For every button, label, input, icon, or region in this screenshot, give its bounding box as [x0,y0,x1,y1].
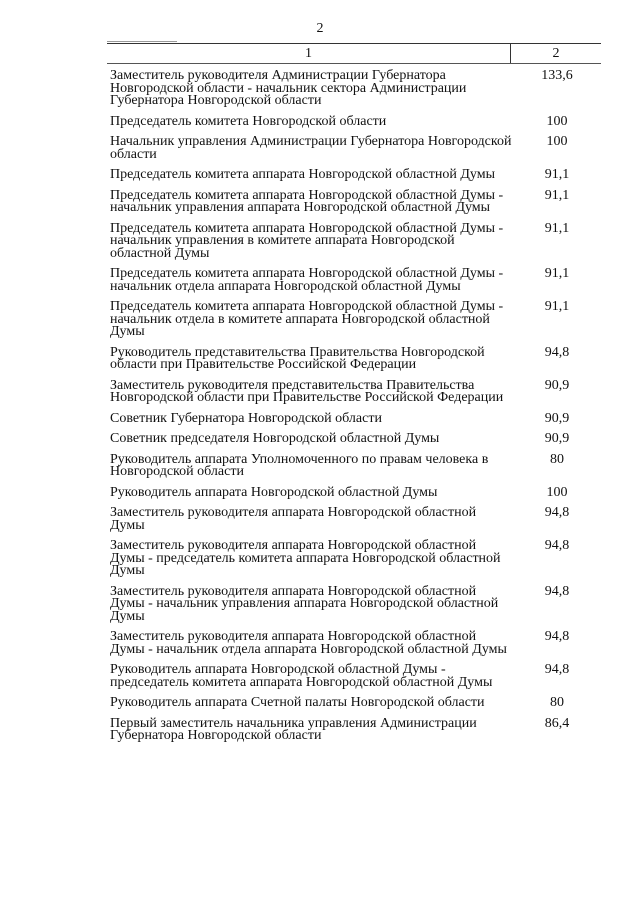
position-value: 90,9 [544,431,570,446]
position-value: 94,8 [544,538,570,553]
position-title: Заместитель руководителя аппарата Новгородской областной Думы - начальник отдела аппарата Новгородской областной Думы [110,629,507,657]
table-row [107,344,601,372]
position-title: Начальник управления Администрации Губернатора Новгородской области [110,134,512,162]
position-value: 90,9 [544,377,570,393]
position-value: 94,8 [544,629,570,644]
table-row [107,136,601,161]
table-row [107,507,601,532]
table-row [107,631,601,656]
position-title: Заместитель руководителя аппарата Новгородской областной Думы [110,505,477,533]
position-title: Руководитель аппарата Новгородской областной Думы [110,484,438,500]
position-value: 94,8 [544,505,570,520]
table-row [107,113,601,129]
position-title: Председатель комитета аппарата Новгородской областной Думы - начальник отдела в комитете аппарата Новгородской областной Думы [110,299,504,339]
position-title: Заместитель руководителя Администрации Губернатора Новгородской области - начальник сектора Администрации Губернатора Новгородской области [110,68,467,108]
table-row [107,664,601,689]
position-title: Советник председателя Новгородской областной Думы [110,431,440,446]
table-row [107,583,601,624]
table-header [107,43,601,64]
position-value: 94,8 [544,344,570,360]
position-title: Председатель комитета аппарата Новгородской областной Думы - начальник управления в комитете аппарата Новгородской областной Думы [110,220,504,261]
position-value: 91,1 [544,266,570,281]
positions-table [107,43,601,751]
position-title: Руководитель аппарата Счетной палаты Новгородской области [110,695,485,710]
position-value: 100 [546,134,568,149]
position-value: 94,8 [544,583,570,599]
position-title: Руководитель аппарата Новгородской областной Думы - председатель комитета аппарата Новгородской областной Думы [110,662,493,690]
position-title: Председатель комитета аппарата Новгородской областной Думы - начальник управления аппарата Новгородской областной Думы [110,187,504,215]
position-value: 91,1 [544,187,570,203]
table-row [107,70,601,108]
position-value: 80 [550,695,564,710]
table-row [107,540,601,578]
position-title: Советник Губернатора Новгородской области [110,410,382,426]
position-value: 80 [550,451,564,467]
position-title: Заместитель руководителя представительства Правительства Новгородской области при Правительстве Российской Федерации [110,377,504,405]
table-row [107,268,601,293]
table-row [107,433,601,446]
position-value: 86,4 [544,715,570,731]
position-value: 100 [546,484,568,500]
position-title: Председатель комитета Новгородской области [110,113,387,129]
position-value: 91,1 [544,299,570,314]
table-row [107,410,601,426]
table-row [107,301,601,339]
header-col-1: 1 [107,44,511,63]
position-title: Первый заместитель начальника управления Администрации Губернатора Новгородской области [110,715,477,743]
position-title: Председатель комитета аппарата Новгородской областной Думы - начальник отдела аппарата Новгородской областной Думы [110,266,504,294]
table-row [107,697,601,710]
position-title: Председатель комитета аппарата Новгородской областной Думы [110,167,495,182]
position-value: 100 [546,113,568,129]
table-row [107,484,601,500]
table-row [107,377,601,405]
position-value: 133,6 [541,68,573,83]
position-title: Руководитель представительства Правительства Новгородской области при Правительстве Российской Федерации [110,344,485,372]
position-title: Заместитель руководителя аппарата Новгородской областной Думы - председатель комитета аппарата Новгородской областной Думы [110,538,501,578]
table-body [107,70,601,743]
table-row [107,187,601,215]
position-value: 91,1 [544,167,570,182]
page-number: 2 [316,21,324,36]
position-title: Руководитель аппарата Уполномоченного по правам человека в Новгородской области [110,451,489,479]
header-col-2: 2 [552,46,560,61]
position-value: 94,8 [544,662,570,677]
table-row [107,715,601,743]
position-value: 90,9 [544,410,570,426]
table-row [107,220,601,261]
position-value: 91,1 [544,220,570,236]
divider [107,41,177,42]
table-row [107,169,601,182]
table-row [107,451,601,479]
position-title: Заместитель руководителя аппарата Новгородской областной Думы - начальник управления аппарата Новгородской областной Думы [110,583,499,624]
